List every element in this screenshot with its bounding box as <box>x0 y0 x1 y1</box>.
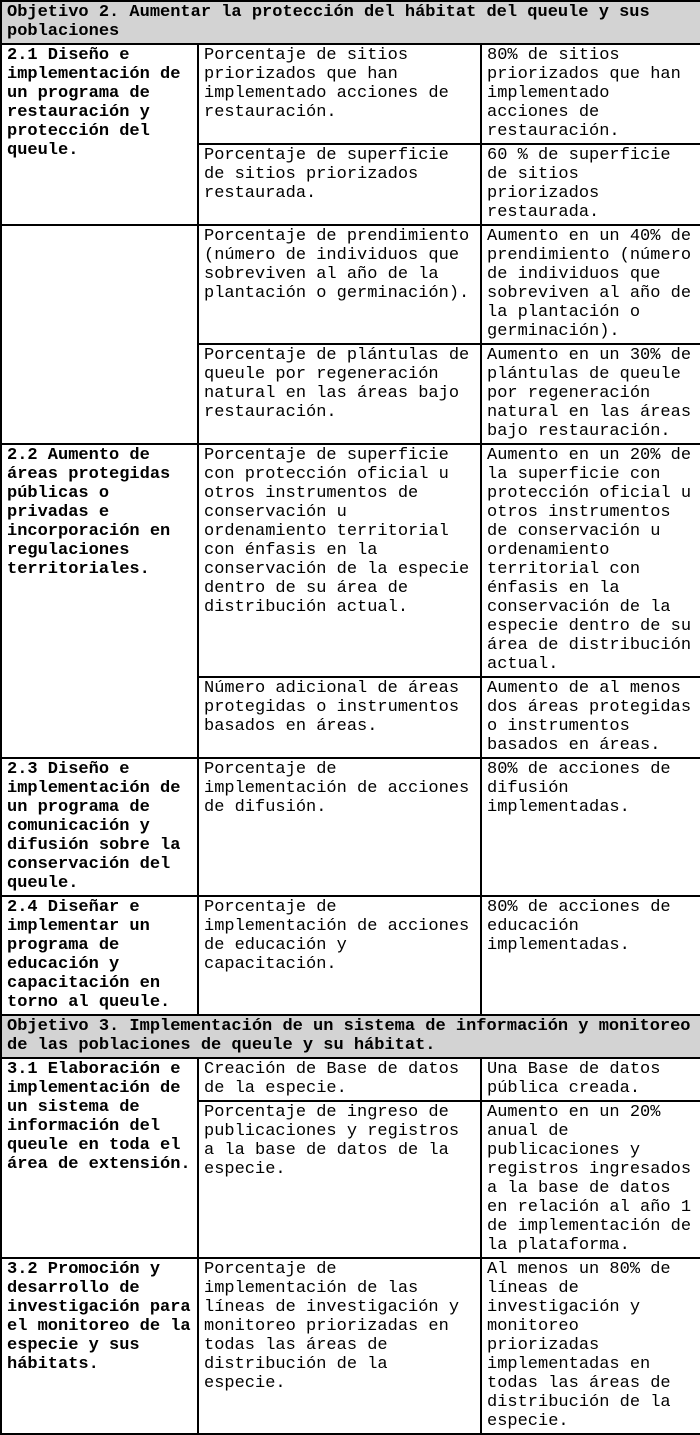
indicator-cell: Porcentaje de prendimiento (número de individuos que sobreviven al año de la plantación o germinación). <box>198 225 481 344</box>
table-row <box>1 1258 700 1434</box>
action-cell-3-2: 3.2 Promoción y desarrollo de investigación para el monitoreo de la especie y sus hábitats. <box>1 1258 198 1434</box>
goal-cell: Aumento en un 20% de la superficie con protección oficial u otros instrumentos de conservación u ordenamiento territorial con énfasis en la conservación de la especie dentro de su área de distribución actual. <box>481 444 700 677</box>
goal-cell: 80% de acciones de educación implementadas. <box>481 896 700 1015</box>
goal-cell: Al menos un 80% de líneas de investigación y monitoreo priorizadas implementadas en todas las áreas de distribución de la especie. <box>481 1258 700 1434</box>
indicator-cell: Porcentaje de ingreso de publicaciones y registros a la base de datos de la especie. <box>198 1101 481 1258</box>
table-row <box>1 444 700 677</box>
action-cell-2-2: 2.2 Aumento de áreas protegidas públicas o privadas e incorporación en regulaciones territoriales. <box>1 444 198 758</box>
table-row <box>1 1058 700 1101</box>
indicator-cell: Porcentaje de sitios priorizados que han implementado acciones de restauración. <box>198 44 481 144</box>
goal-cell: Aumento en un 40% de prendimiento (número de individuos que sobreviven al año de la plantación o germinación). <box>481 225 700 344</box>
action-cell-2-1: 2.1 Diseño e implementación de un programa de restauración y protección del queule. <box>1 44 198 225</box>
indicator-cell: Porcentaje de implementación de acciones de educación y capacitación. <box>198 896 481 1015</box>
table-row <box>1 758 700 896</box>
table-row <box>1 225 700 344</box>
indicator-cell: Porcentaje de implementación de las líneas de investigación y monitoreo priorizadas en todas las áreas de distribución de la especie. <box>198 1258 481 1434</box>
goal-cell: Aumento de al menos dos áreas protegidas o instrumentos basados en áreas. <box>481 677 700 758</box>
action-cell-empty <box>1 225 198 444</box>
objective-3-title: Objetivo 3. Implementación de un sistema de información y monitoreo de las poblaciones de queule y su hábitat. <box>1 1015 700 1058</box>
goal-cell: Aumento en un 30% de plántulas de queule por regeneración natural en las áreas bajo restauración. <box>481 344 700 444</box>
indicator-cell: Porcentaje de superficie de sitios priorizados restaurada. <box>198 144 481 225</box>
action-cell-2-4: 2.4 Diseñar e implementar un programa de educación y capacitación en torno al queule. <box>1 896 198 1015</box>
section-header-row <box>1 1 700 44</box>
goal-cell: 80% de sitios priorizados que han implementado acciones de restauración. <box>481 44 700 144</box>
section-header-row <box>1 1015 700 1058</box>
indicator-cell: Número adicional de áreas protegidas o instrumentos basados en áreas. <box>198 677 481 758</box>
action-cell-2-3: 2.3 Diseño e implementación de un programa de comunicación y difusión sobre la conservación del queule. <box>1 758 198 896</box>
goal-cell: Aumento en un 20% anual de publicaciones y registros ingresados a la base de datos en relación al año 1 de implementación de la plataforma. <box>481 1101 700 1258</box>
indicator-cell: Porcentaje de plántulas de queule por regeneración natural en las áreas bajo restauración. <box>198 344 481 444</box>
indicator-cell: Creación de Base de datos de la especie. <box>198 1058 481 1101</box>
indicator-cell: Porcentaje de implementación de acciones de difusión. <box>198 758 481 896</box>
table-row <box>1 896 700 1015</box>
goal-cell: 80% de acciones de difusión implementadas. <box>481 758 700 896</box>
table-row <box>1 44 700 144</box>
goal-cell: 60 % de superficie de sitios priorizados restaurada. <box>481 144 700 225</box>
indicator-cell: Porcentaje de superficie con protección oficial u otros instrumentos de conservación u ordenamiento territorial con énfasis en la conservación de la especie dentro de su área de distribución actual. <box>198 444 481 677</box>
action-cell-3-1: 3.1 Elaboración e implementación de un sistema de información del queule en toda el área de extensión. <box>1 1058 198 1258</box>
objective-2-title: Objetivo 2. Aumentar la protección del hábitat del queule y sus poblaciones <box>1 1 700 44</box>
goal-cell: Una Base de datos pública creada. <box>481 1058 700 1101</box>
